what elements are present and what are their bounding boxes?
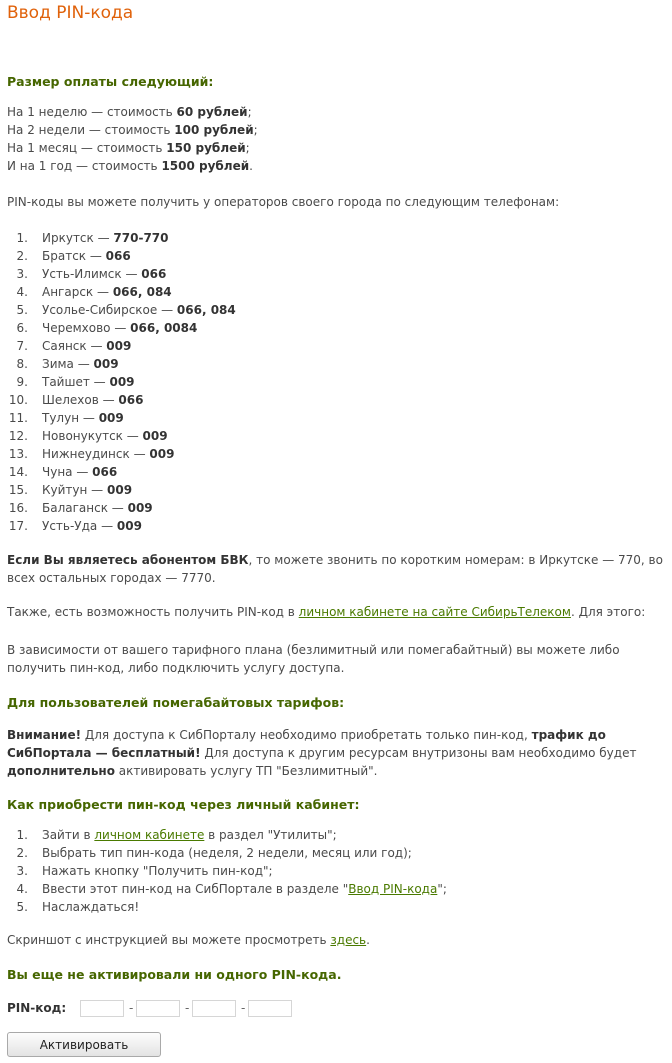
bvk-note: Если Вы являетесь абонентом БВК, то можете звонить по коротким номерам: в Иркутске — 770, во всех остальных городах — 7770. xyxy=(7,553,663,585)
phone-number: 009 xyxy=(149,447,175,461)
list-number: 6. xyxy=(16,321,28,335)
phone-number: 066, 0084 xyxy=(130,321,198,335)
cabinet-link[interactable]: личном кабинете на сайте СибирьТелеком xyxy=(298,605,571,619)
city-name: Зима — xyxy=(42,357,94,371)
megabyte-heading: Для пользователей помегабайтовых тарифов: xyxy=(7,695,345,710)
price-line: На 1 месяц — стоимость 150 рублей; xyxy=(7,141,250,155)
list-number: 11. xyxy=(8,411,28,425)
cabinet-note: Также, есть возможность получить PIN-код в личном кабинете на сайте СибирьТелеком. Для этого: xyxy=(7,605,646,619)
phone-number: 066 xyxy=(141,267,167,281)
price-line: И на 1 год — стоимость 1500 рублей. xyxy=(7,159,253,173)
pin-field-1[interactable] xyxy=(80,1000,124,1017)
page-title: Ввод PIN-кода xyxy=(7,3,134,23)
list-number: 7. xyxy=(16,339,28,353)
city-name: Тайшет — xyxy=(42,375,110,389)
phone-number: 066 xyxy=(105,249,131,263)
list-number: 3. xyxy=(16,267,28,281)
phone-number: 066, 084 xyxy=(112,285,172,299)
howto-heading: Как приобрести пин-код через личный кабинет: xyxy=(7,797,360,812)
list-item xyxy=(6,501,646,519)
list-item xyxy=(6,411,646,429)
list-item xyxy=(6,393,646,411)
screenshot-link[interactable]: здесь xyxy=(330,933,367,947)
list-item xyxy=(6,465,646,483)
pin-separator: - xyxy=(129,1001,134,1015)
cabinet-link-2[interactable]: личном кабинете xyxy=(94,828,205,842)
phone-number: 066 xyxy=(118,393,144,407)
list-item xyxy=(6,339,646,357)
list-number: 16. xyxy=(8,501,28,515)
city-name: Иркутск — xyxy=(42,231,114,245)
list-number: 2. xyxy=(16,249,28,263)
list-number: 5. xyxy=(16,303,28,317)
city-name: Усть-Илимск — xyxy=(42,267,142,281)
list-item xyxy=(6,447,646,465)
megabyte-text: Внимание! Для доступа к СибПорталу необходимо приобретать только пин-код, трафик до СибПортала — бесплатный! Для доступа к другим ресурсам внутризоны вам необходимо будет дополнительно активировать услугу ТП "Безлимитный". xyxy=(7,728,637,778)
city-name: Тулун — xyxy=(42,411,99,425)
city-name: Шелехов — xyxy=(42,393,119,407)
list-item xyxy=(6,375,646,393)
howto-list xyxy=(6,828,646,918)
list-item xyxy=(6,519,646,537)
phone-number: 009 xyxy=(107,483,133,497)
phone-number: 009 xyxy=(93,357,119,371)
operators-intro: PIN-коды вы можете получить у операторов своего города по следующим телефонам: xyxy=(7,195,560,209)
phone-number: 770-770 xyxy=(113,231,169,245)
list-number: 4. xyxy=(16,285,28,299)
activation-status: Вы еще не активировали ни одного PIN-кода. xyxy=(7,967,342,982)
city-name: Новонукутск — xyxy=(42,429,143,443)
city-name: Черемхово — xyxy=(42,321,131,335)
pin-separator: - xyxy=(241,1001,246,1015)
payment-heading: Размер оплаты следующий: xyxy=(7,74,214,89)
screenshot-note: Скриншот с инструкцией вы можете просмотреть здесь. xyxy=(7,933,370,947)
price-line: На 1 неделю — стоимость 60 рублей; xyxy=(7,105,252,119)
price-line: На 2 недели — стоимость 100 рублей; xyxy=(7,123,258,137)
list-item xyxy=(6,267,646,285)
list-item: 3. Нажать кнопку "Получить пин-код"; xyxy=(16,864,273,878)
list-number: 12. xyxy=(8,429,28,443)
phone-number: 009 xyxy=(98,411,124,425)
pin-field-3[interactable] xyxy=(192,1000,236,1017)
list-item: 4. Ввести этот пин-код на СибПортале в разделе "Ввод PIN-кода"; xyxy=(16,882,447,896)
city-name: Балаганск — xyxy=(42,501,128,515)
pin-entry-link[interactable]: Ввод PIN-кода xyxy=(348,882,438,896)
city-name: Саянск — xyxy=(42,339,107,353)
list-number: 15. xyxy=(8,483,28,497)
list-number: 1. xyxy=(16,231,28,245)
list-item xyxy=(6,321,646,339)
list-item xyxy=(6,483,646,501)
phone-number: 009 xyxy=(127,501,153,515)
list-item xyxy=(6,429,646,447)
operators-list xyxy=(6,231,646,537)
phone-number: 009 xyxy=(142,429,168,443)
phone-number: 066 xyxy=(92,465,118,479)
list-item xyxy=(6,303,646,321)
list-item xyxy=(6,231,646,249)
phone-number: 009 xyxy=(106,339,132,353)
pin-separator: - xyxy=(185,1001,190,1015)
pin-field-4[interactable] xyxy=(248,1000,292,1017)
list-number: 9. xyxy=(16,375,28,389)
city-name: Усть-Уда — xyxy=(42,519,117,533)
city-name: Ангарск — xyxy=(42,285,113,299)
list-number: 14. xyxy=(8,465,28,479)
city-name: Нижнеудинск — xyxy=(42,447,150,461)
list-number: 13. xyxy=(8,447,28,461)
list-number: 17. xyxy=(8,519,28,533)
list-item xyxy=(6,357,646,375)
city-name: Братск — xyxy=(42,249,106,263)
list-number: 8. xyxy=(16,357,28,371)
pin-label: PIN-код: xyxy=(7,1001,67,1015)
list-item: 2. Выбрать тип пин-кода (неделя, 2 недели, месяц или год); xyxy=(16,846,412,860)
phone-number: 066, 084 xyxy=(176,303,236,317)
tariff-text: В зависимости от вашего тарифного плана (безлимитный или помегабайтный) вы можете либо получить пин-код, либо подключить услугу доступа. xyxy=(7,643,620,675)
activate-button[interactable]: Активировать xyxy=(7,1032,161,1057)
list-number: 10. xyxy=(8,393,28,407)
list-item xyxy=(6,249,646,267)
pin-field-2[interactable] xyxy=(136,1000,180,1017)
list-item xyxy=(6,285,646,303)
city-name: Усолье-Сибирское — xyxy=(42,303,177,317)
city-name: Куйтун — xyxy=(42,483,107,497)
city-name: Чуна — xyxy=(42,465,93,479)
list-item: 5. Наслаждаться! xyxy=(16,900,140,914)
phone-number: 009 xyxy=(109,375,135,389)
phone-number: 009 xyxy=(116,519,142,533)
list-item: 1. Зайти в личном кабинете в раздел "Утилиты"; xyxy=(16,828,337,842)
